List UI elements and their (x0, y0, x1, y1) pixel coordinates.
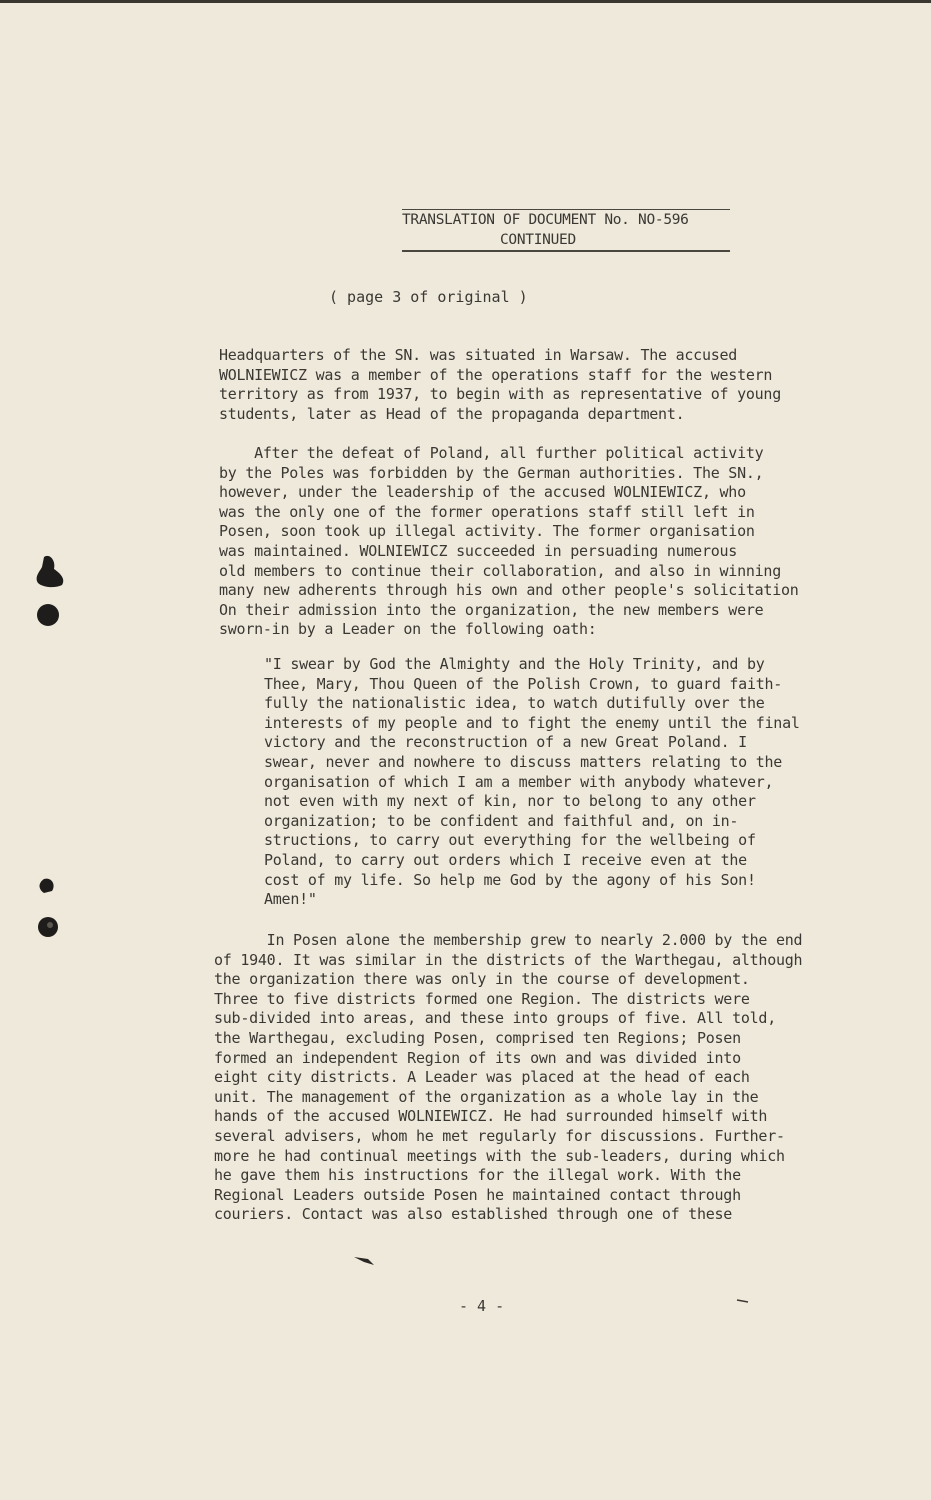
oath-quote: "I swear by God the Almighty and the Holy Trinity, and by Thee, Mary, Thou Queen of the Polish Crown, to guard faith- fully the nationalistic idea, to watch dutifully over the interests of my people and to fight the enemy until the final victory and the reconstruction of a new Great Poland. I swear, never and nowhere to discuss matters relating to the organisation of which I am a member with anybody whatever, not even with my next of kin, nor to belong to any other organization; to be confident and faithful and, on in- structions, to carry out everything for the wellbeing of Poland, to carry out orders which I receive even at the cost of my life. So help me God by the agony of his Son! Amen!" (264, 655, 800, 909)
paragraph-defeat-of-poland: After the defeat of Poland, all further political activity by the Poles was forbidden by the German authorities. The SN., however, under the leadership of the accused WOLNIEWICZ, who was the only one of the former operations staff still left in Posen, soon took up illegal activity. The former organisation was maintained. WOLNIEWICZ succeeded in persuading numerous old members to continue their collaboration, and also in winning many new adherents through his own and other people's solicitation On their admission into the organization, the new members were sworn-in by a Leader on the following oath: (219, 444, 799, 639)
paragraph-headquarters: Headquarters of the SN. was situated in Warsaw. The accused WOLNIEWICZ was a member of the operations staff for the western territory as from 1937, to begin with as representative of young students, later as Head of the propaganda department. (219, 346, 781, 423)
heading-subtitle: CONTINUED (500, 232, 576, 248)
heading-top-rule (402, 209, 730, 210)
heading-underline (402, 250, 730, 252)
document-heading (402, 210, 732, 250)
ink-dash-mark (736, 1298, 750, 1304)
ink-smudge-mark (352, 1253, 376, 1267)
punch-hole-marks-lower (30, 871, 70, 951)
original-page-note: ( page 3 of original ) (329, 288, 528, 306)
punch-hole-marks-upper (30, 551, 70, 631)
heading-title: TRANSLATION OF DOCUMENT No. NO-596 (402, 212, 689, 228)
paragraph-membership: In Posen alone the membership grew to nearly 2.000 by the end of 1940. It was similar in the districts of the Warthegau, although the organization there was only in the course of development. Three to five districts formed one Region. The districts were sub-divided into areas, and these into groups of five. All told, the Warthegau, excluding Posen, comprised ten Regions; Posen formed an independent Region of its own and was divided into eight city districts. A Leader was placed at the head of each unit. The management of the organization as a whole lay in the hands of the accused WOLNIEWICZ. He had surrounded himself with several advisers, whom he met regularly for discussions. Further- more he had continual meetings with the sub-leaders, during which he gave them his instructions for the illegal work. With the Regional Leaders outside Posen he maintained contact through couriers. Contact was also established through one of these (214, 931, 803, 1224)
page-number: - 4 - (459, 1297, 505, 1315)
